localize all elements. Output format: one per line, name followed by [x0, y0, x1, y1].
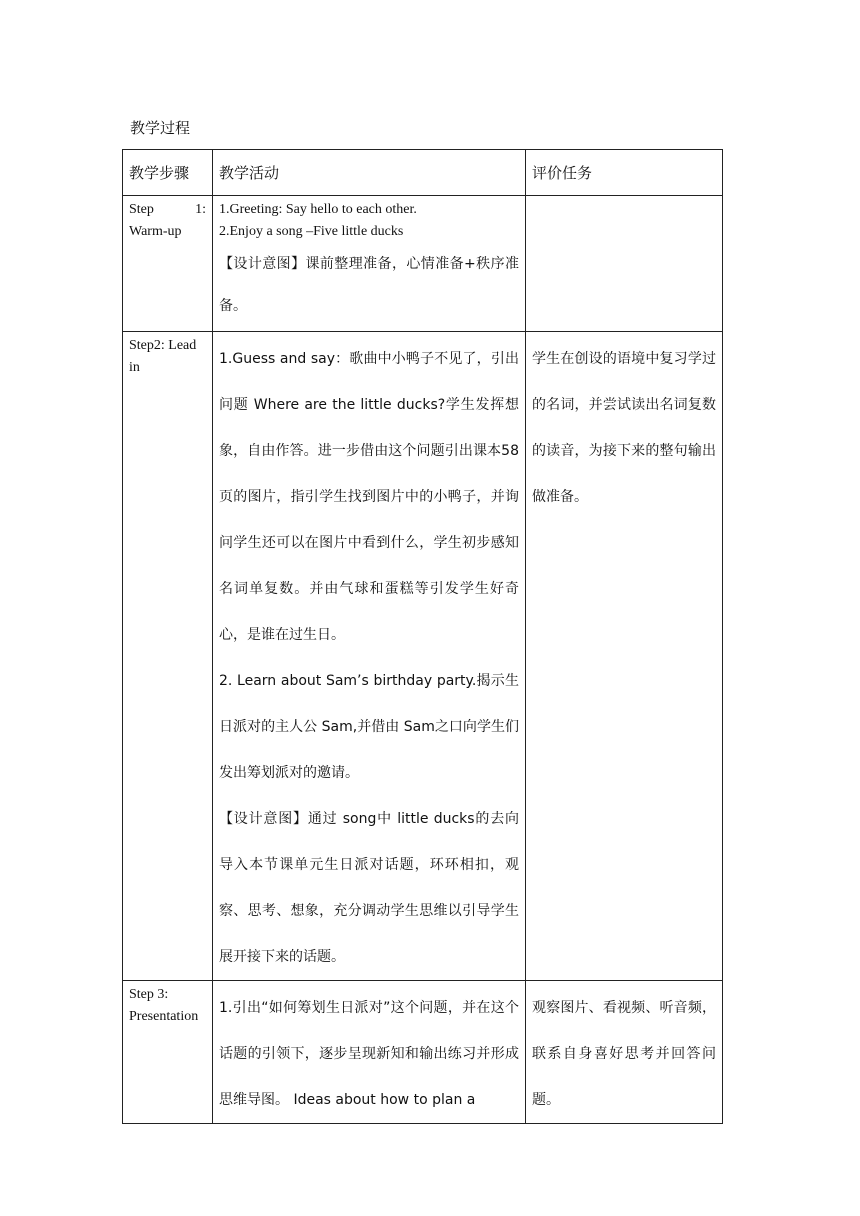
- activity-paragraph: 2. Learn about Sam’s birthday party.揭示生日派对的主人公 Sam,并借由 Sam之口向学生们发出筹划派对的邀请。: [219, 673, 519, 781]
- step-name: Warm-up: [129, 224, 182, 239]
- table-row: [123, 981, 723, 1124]
- step-name: Presentation: [129, 1009, 199, 1024]
- evaluation-cell: [526, 196, 723, 332]
- table-row: [123, 196, 723, 332]
- step-label: Step: [129, 202, 154, 217]
- header-evaluation: 评价任务: [526, 150, 723, 196]
- table-row: [123, 332, 723, 981]
- step-cell: [123, 196, 213, 332]
- design-intent: 【设计意图】通过 song中 little ducks的去向导入本节课单元生日派对话题，环环相扣，观察、思考、想象，充分调动学生思维以引导学生展开接下来的话题。: [219, 811, 519, 965]
- activity-cell: [213, 332, 526, 981]
- section-title: 教学过程: [130, 119, 191, 137]
- activity-line: 2.Enjoy a song –Five little ducks: [219, 224, 404, 239]
- evaluation-text: 观察图片、看视频、听音频，联系自身喜好思考并回答问题。: [532, 1000, 716, 1108]
- table-header-row: [123, 150, 723, 196]
- header-activity: 教学活动: [213, 150, 526, 196]
- step-label: Step 3:: [129, 987, 169, 1002]
- activity-cell: [213, 981, 526, 1124]
- evaluation-text: 学生在创设的语境中复习学过的名词，并尝试读出名词复数的读音，为接下来的整句输出做准备。: [532, 351, 716, 505]
- evaluation-cell: [526, 981, 723, 1124]
- header-step: 教学步骤: [123, 150, 213, 196]
- step-label: Step2: Lead: [129, 338, 197, 353]
- activity-cell: [213, 196, 526, 332]
- step-number: 1:: [195, 202, 206, 217]
- activity-line: 1.Greeting: Say hello to each other.: [219, 202, 417, 217]
- teaching-process-table: [122, 149, 723, 1124]
- design-intent: 【设计意图】课前整理准备，心情准备+秩序准备。: [219, 256, 519, 314]
- step-name: in: [129, 360, 140, 375]
- evaluation-cell: [526, 332, 723, 981]
- step-cell: [123, 981, 213, 1124]
- step-cell: [123, 332, 213, 981]
- activity-paragraph: 1.Guess and say：歌曲中小鸭子不见了，引出问题 Where are the little ducks?学生发挥想象，自由作答。进一步借由这个问题引出课本58页的图片，指引学生找到图片中的小鸭子，并询问学生还可以在图片中看到什么，学生初步感知名词单复数。并由气球和蛋糕等引发学生好奇心，是谁在过生日。: [219, 351, 519, 643]
- activity-paragraph: 1.引出“如何筹划生日派对”这个问题，并在这个话题的引领下，逐步呈现新知和输出练习并形成思维导图。 Ideas about how to plan a: [219, 1000, 519, 1108]
